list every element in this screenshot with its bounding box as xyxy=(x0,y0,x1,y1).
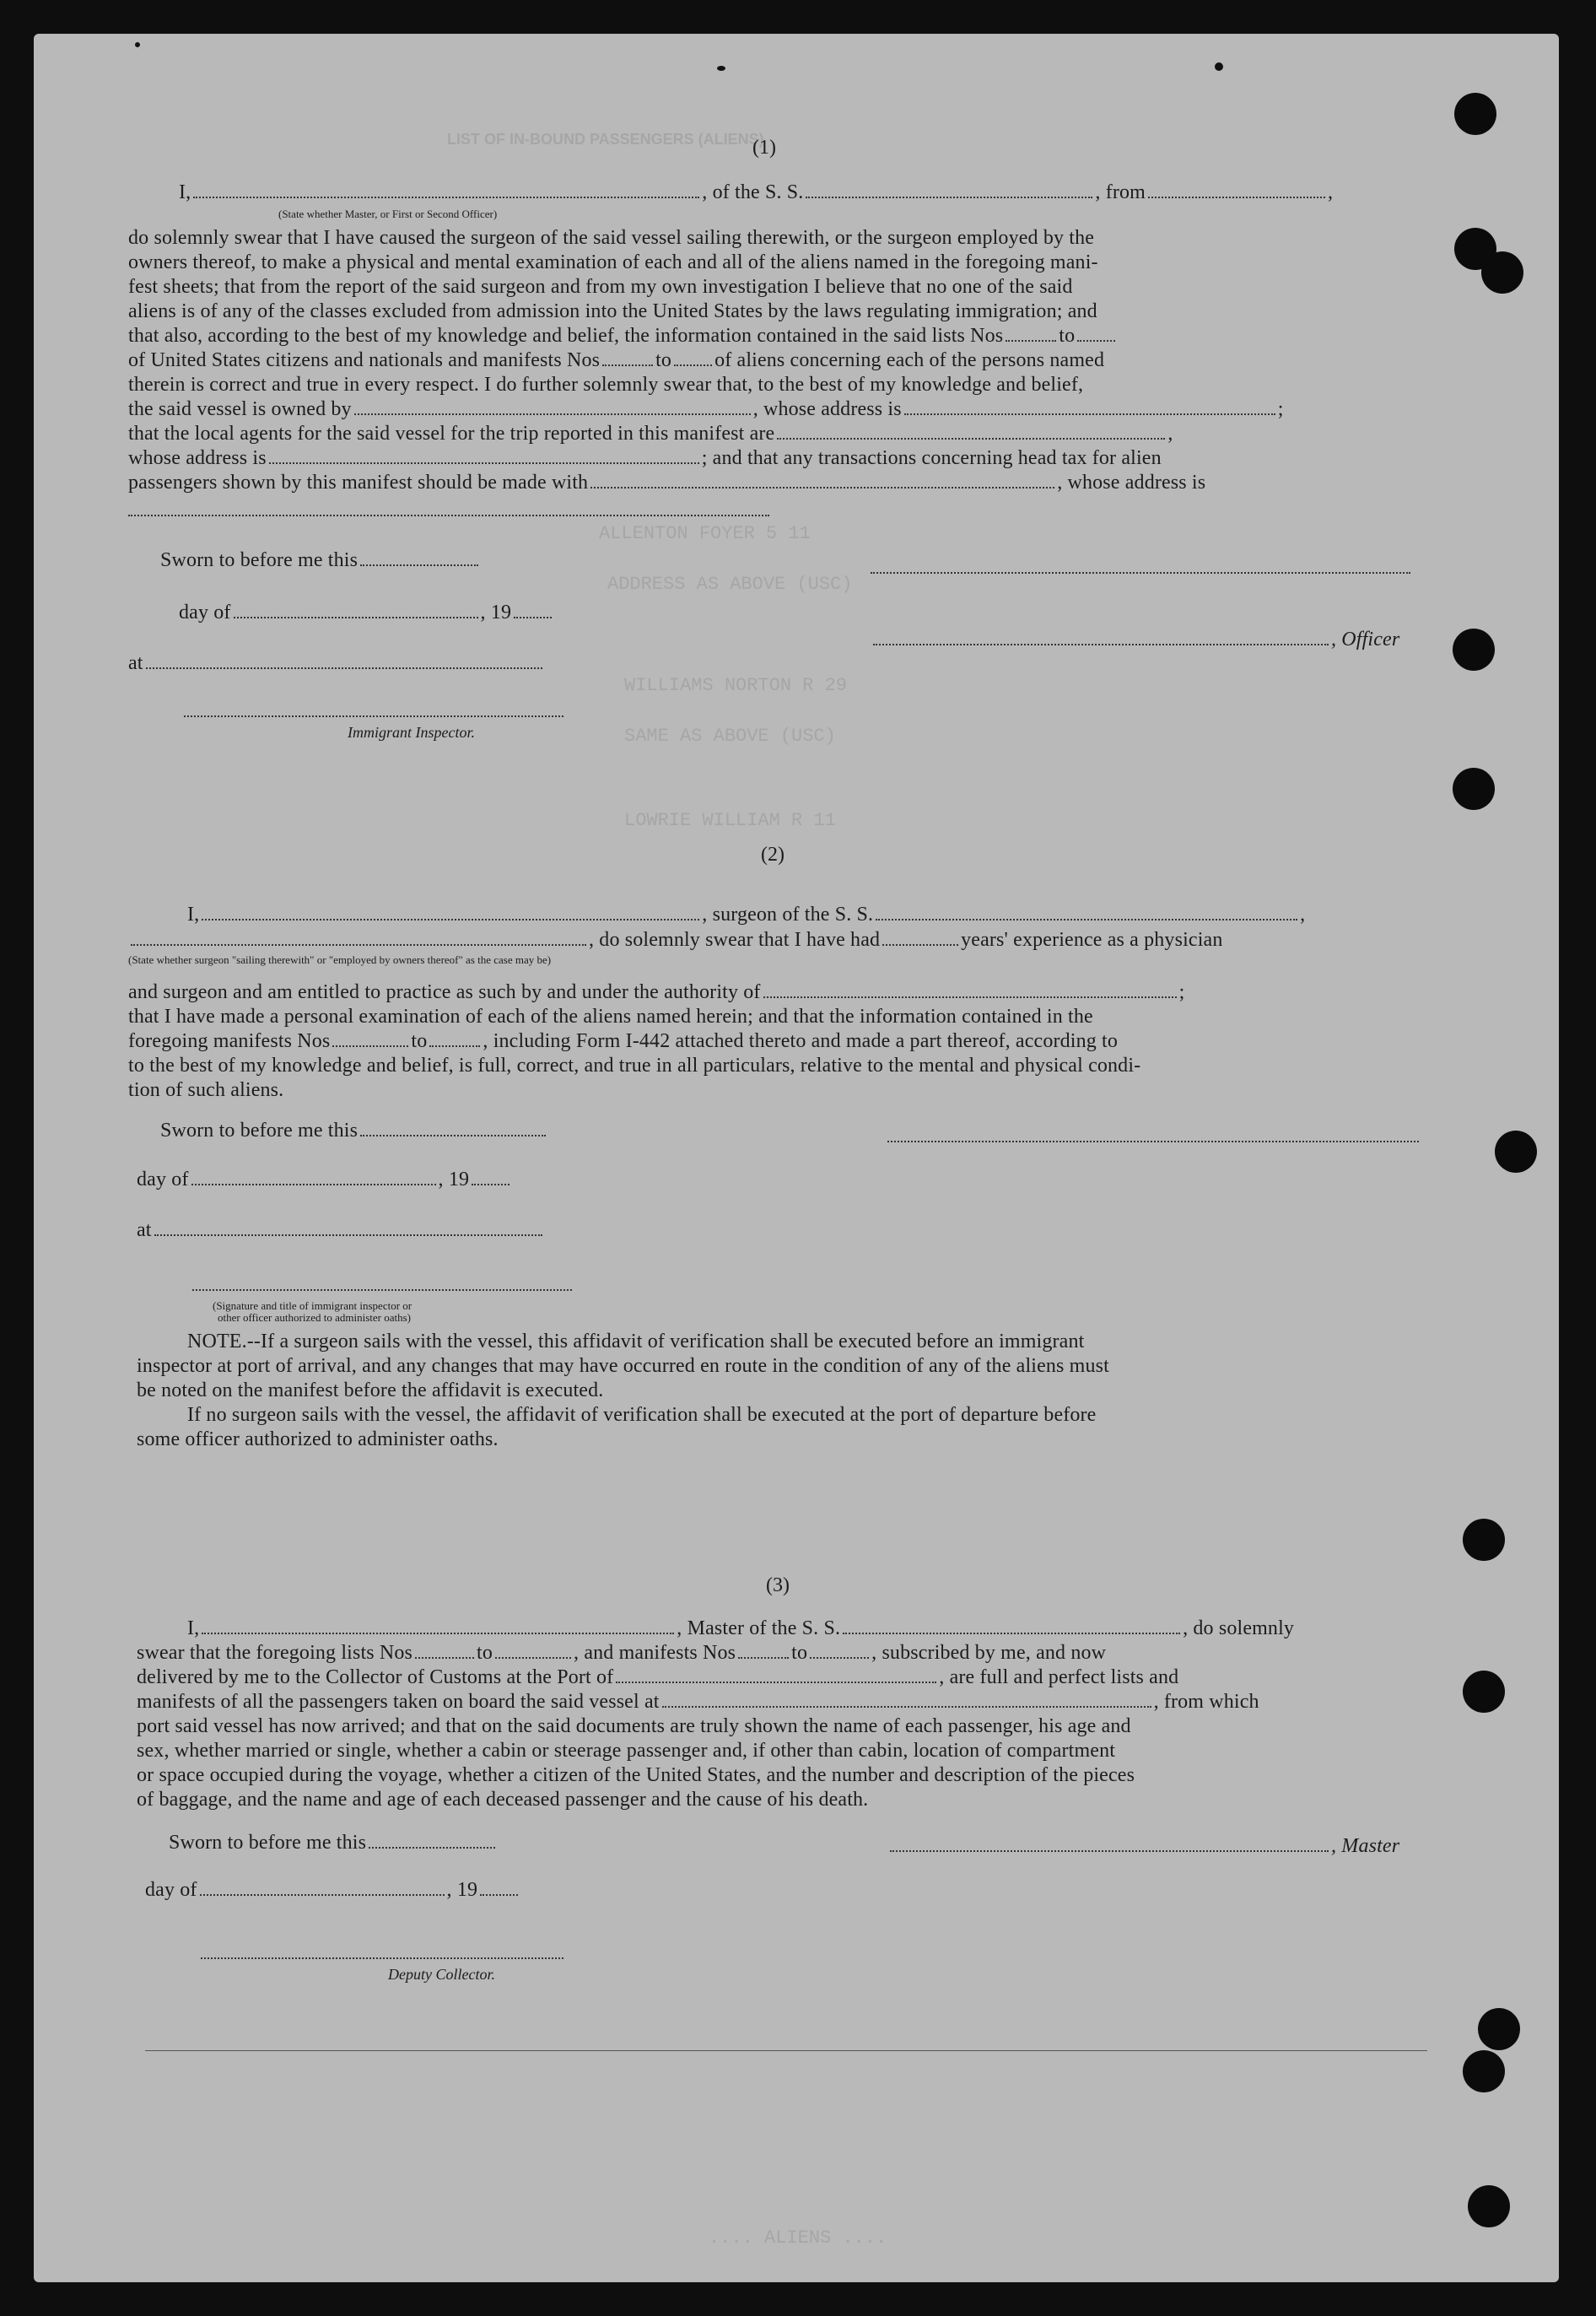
paragraph-line: therein is correct and true in every respect. I do further solemnly swear that, to the best of my knowledge and belief, xyxy=(128,374,1084,396)
speck xyxy=(135,42,140,47)
oath-line: I, , surgeon of the S. S. , xyxy=(187,904,1306,926)
paragraph-line: and surgeon and am entitled to practice as such by and under the authority of ; xyxy=(128,981,1185,1003)
signature-label: Immigrant Inspector. xyxy=(348,724,475,741)
note-line: If no surgeon sails with the vessel, the affidavit of verification shall be executed at the port of departure before xyxy=(187,1404,1097,1426)
officer-line: , Officer xyxy=(871,628,1399,652)
paragraph-line: do solemnly swear that I have caused the surgeon of the said vessel sailing therewith, or the surgeon employed by the xyxy=(128,227,1095,249)
paragraph-line: sex, whether married or single, whether a cabin or steerage passenger and, if other than cabin, location of compartment xyxy=(137,1740,1116,1762)
section-number: (3) xyxy=(766,1574,790,1596)
oath-line: I, , of the S. S. , from , xyxy=(179,181,1334,203)
paragraph-line: that also, according to the best of my knowledge and belief, the information contained in the said lists Nos to xyxy=(128,324,1118,348)
bleed-through-text: SAME AS ABOVE (USC) xyxy=(624,726,836,747)
paragraph-line: swear that the foregoing lists Nos to , and manifests Nos to , subscribed by me, and now xyxy=(137,1642,1107,1664)
paragraph-line: owners thereof, to make a physical and mental examination of each and all of the aliens named in the foregoing mani- xyxy=(128,251,1098,273)
sworn-line: Sworn to before me this xyxy=(160,548,481,573)
paragraph-line: aliens is of any of the classes excluded from admission into the United States by the laws regulating immigration; and xyxy=(128,300,1097,322)
paragraph-line: of United States citizens and nationals and manifests Nos to of aliens concerning each of the persons named xyxy=(128,349,1105,371)
punch-hole xyxy=(1495,1131,1537,1173)
divider xyxy=(145,2050,1427,2051)
section-number: (1) xyxy=(752,137,776,159)
day-of-line: day of , 19 xyxy=(145,1878,520,1903)
day-of-line: day of , 19 xyxy=(179,601,554,625)
bleed-through-text: .... ALIENS .... xyxy=(709,2227,887,2249)
field-sublabel: (State whether Master, or First or Second Officer) xyxy=(278,208,498,220)
paragraph-line: fest sheets; that from the report of the said surgeon and from my own investigation I believe that no one of the said xyxy=(128,276,1073,298)
section-number: (2) xyxy=(761,844,785,866)
signature-label: Deputy Collector. xyxy=(388,1966,495,1983)
paragraph-line: tion of such aliens. xyxy=(128,1079,284,1101)
blank-line xyxy=(128,515,769,516)
punch-hole xyxy=(1453,768,1495,810)
speck xyxy=(717,66,725,71)
punch-hole xyxy=(1463,1671,1505,1713)
note-line: NOTE.--If a surgeon sails with the vessel, this affidavit of verification shall be executed before an immigrant xyxy=(187,1331,1085,1352)
sworn-line: Sworn to before me this xyxy=(169,1831,498,1855)
note-line: be noted on the manifest before the affidavit is executed. xyxy=(137,1379,604,1401)
at-line: at xyxy=(128,651,545,676)
oath-line: I, , Master of the S. S. , do solemnly xyxy=(187,1617,1295,1639)
bleed-through-text: WILLIAMS NORTON R 29 xyxy=(624,675,848,696)
punch-hole xyxy=(1454,93,1496,135)
paragraph-line: delivered by me to the Collector of Customs at the Port of , are full and perfect lists and xyxy=(137,1666,1179,1688)
master-line: , Master xyxy=(887,1834,1399,1859)
punch-hole xyxy=(1468,2185,1510,2227)
signature-line xyxy=(887,1141,1419,1142)
speck xyxy=(1215,62,1223,71)
oath-line: , do solemnly swear that I have had years' experience as a physician xyxy=(128,928,1222,953)
field-sublabel: (State whether surgeon "sailing therewith" or "employed by owners thereof" as the case may be) xyxy=(128,953,552,966)
paragraph-line: foregoing manifests Nos to , including Form I-442 attached thereto and made a part thereof, according to xyxy=(128,1030,1118,1052)
signature-label: (Signature and title of immigrant inspector or xyxy=(213,1299,412,1312)
bleed-through-text: LIST OF IN-BOUND PASSENGERS (ALIENS) xyxy=(447,131,764,148)
note-line: inspector at port of arrival, and any changes that may have occurred en route in the condition of any of the aliens must xyxy=(137,1355,1109,1377)
document-page xyxy=(34,34,1559,2282)
signature-label: other officer authorized to administer oaths) xyxy=(218,1311,411,1324)
signature-line xyxy=(192,1289,572,1291)
bleed-through-text: LOWRIE WILLIAM R 11 xyxy=(624,810,836,831)
day-of-line: day of , 19 xyxy=(137,1168,512,1192)
punch-hole xyxy=(1453,629,1495,671)
paragraph-line: or space occupied during the voyage, whether a citizen of the United States, and the number and description of the pieces xyxy=(137,1764,1135,1786)
punch-hole xyxy=(1463,1519,1505,1561)
paragraph-line: of baggage, and the name and age of each deceased passenger and the cause of his death. xyxy=(137,1789,869,1811)
punch-hole xyxy=(1481,251,1523,294)
paragraph-line: the said vessel is owned by , whose address is ; xyxy=(128,398,1284,420)
bleed-through-text: ADDRESS AS ABOVE (USC) xyxy=(607,574,853,595)
paragraph-line: that I have made a personal examination of each of the aliens named herein; and that the information contained in the xyxy=(128,1006,1093,1028)
sworn-line: Sworn to before me this xyxy=(160,1119,548,1143)
punch-hole xyxy=(1478,2008,1520,2050)
paragraph-line: whose address is ; and that any transactions concerning head tax for alien xyxy=(128,447,1162,469)
signature-line xyxy=(871,572,1410,574)
paragraph-line: manifests of all the passengers taken on board the said vessel at , from which xyxy=(137,1691,1259,1713)
paragraph-line: port said vessel has now arrived; and that on the said documents are truly shown the name of each passenger, his age and xyxy=(137,1715,1131,1737)
bleed-through-text: ALLENTON FOYER 5 11 xyxy=(599,523,811,544)
paragraph-line: to the best of my knowledge and belief, is full, correct, and true in all particulars, relative to the mental and physical condi- xyxy=(128,1055,1141,1077)
at-line: at xyxy=(137,1218,545,1243)
paragraph-line: passengers shown by this manifest should be made with , whose address is xyxy=(128,472,1206,494)
signature-line xyxy=(184,715,563,717)
signature-line xyxy=(201,1957,563,1959)
paragraph-line: that the local agents for the said vessel for the trip reported in this manifest are , xyxy=(128,423,1173,445)
punch-hole xyxy=(1463,2050,1505,2092)
note-line: some officer authorized to administer oaths. xyxy=(137,1428,499,1450)
